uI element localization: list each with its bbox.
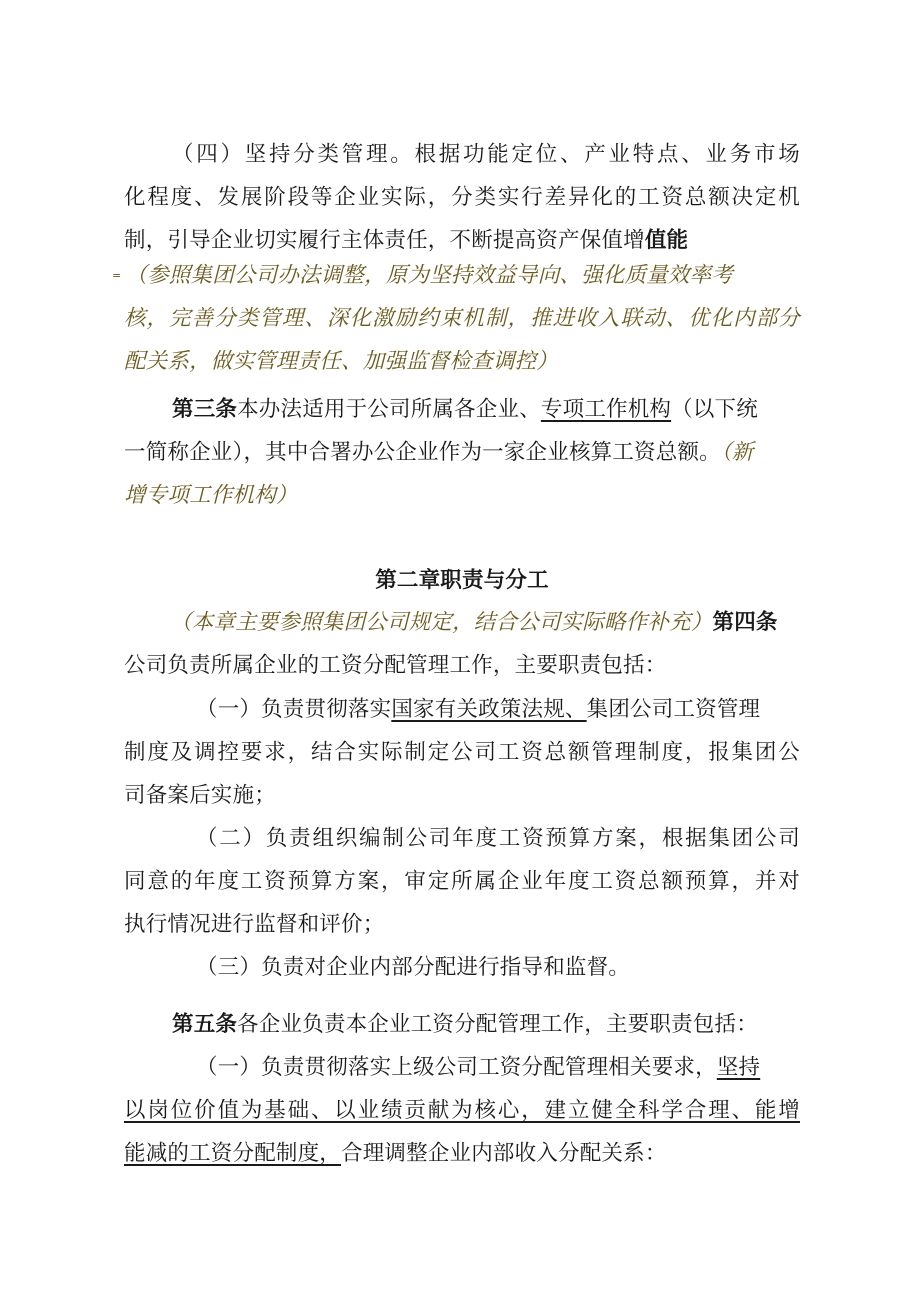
article4-item2-line2: 同意的年度工资预算方案，审定所属企业年度工资总额预算，并对 — [124, 869, 800, 894]
article3-label: 第三条 — [172, 397, 238, 422]
para4-line3 — [124, 226, 800, 256]
article3-line2 — [124, 438, 800, 468]
chapter2-note: （本章主要参照集团公司规定，结合公司实际略作补充） — [170, 610, 713, 635]
para4-note-line1 — [112, 261, 800, 291]
article3-line2-text: 一简称企业），其中合署办公企业作为一家企业核算工资总额。 — [124, 440, 721, 465]
para4-note1: （参照集团公司办法调整，原为坚持效益导向、强化质量效率考 — [125, 263, 734, 288]
article5-item1-b: 合理调整企业内部收入分配关系： — [341, 1141, 667, 1166]
article3-underlined: 专项工作机构 — [540, 397, 672, 422]
article4-label: 第四条 — [712, 610, 778, 635]
article3-note-line2: 增专项工作机构） — [124, 483, 298, 508]
para4-line3-text: 制，引导企业切实履行主体责任，不断提高资产保值增 — [124, 228, 645, 253]
article4-item1-b: 集团公司工资管理 — [586, 697, 761, 722]
chapter2-note-line — [170, 608, 800, 638]
article4-item1-a: （一）负责贯彻落实 — [196, 697, 392, 722]
chapter2-title: 第二章职责与分工 — [375, 568, 549, 593]
revision-mark: = — [112, 269, 122, 282]
article3-note-a: （新 — [720, 440, 754, 465]
para4-note-line2: 核，完善分类管理、深化激励约束机制，推进收入联动、优化内部分 — [124, 306, 800, 331]
article4-item1-line3: 司备案后实施； — [124, 783, 276, 808]
article5-item1-line1 — [196, 1053, 800, 1083]
para4-note-line3: 配关系，做实管理责任、加强监督检查调控） — [124, 349, 559, 374]
article5-line1 — [172, 1010, 800, 1040]
para4-line2: 化程度、发展阶段等企业实际，分类实行差异化的工资总额决定机 — [124, 185, 800, 210]
article5-item1-line3 — [124, 1139, 800, 1169]
article4-intro: 公司负责所属企业的工资分配管理工作，主要职责包括： — [124, 653, 667, 678]
article4-item1-line1 — [196, 695, 800, 725]
article5-intro: 各企业负责本企业工资分配管理工作，主要职责包括： — [237, 1012, 758, 1037]
article5-label: 第五条 — [172, 1012, 238, 1037]
article3-text-b: （以下统 — [671, 397, 758, 422]
article5-item1-underlined1: 坚持 — [716, 1055, 761, 1080]
para4-line3-bold: 值能 — [644, 228, 689, 253]
article5-item1-underlined3: 能减的工资分配制度， — [124, 1141, 342, 1166]
article5-item1-line2: 以岗位价值为基础、以业绩贡献为核心，建立健全科学合理、能增 — [124, 1098, 800, 1123]
para4-line1: （四）坚持分类管理。根据功能定位、产业特点、业务市场 — [172, 142, 800, 167]
article4-item3: （三）负责对企业内部分配进行指导和监督。 — [196, 955, 631, 980]
article4-item1-underlined: 国家有关政策法规、 — [391, 697, 587, 722]
article4-item2-line3: 执行情况进行监督和评价； — [124, 912, 385, 937]
article3-text-a: 本办法适用于公司所属各企业、 — [237, 397, 541, 422]
article4-item1-line2: 制度及调控要求，结合实际制定公司工资总额管理制度，报集团公 — [124, 740, 800, 765]
article5-item1-a: （一）负责贯彻落实上级公司工资分配管理相关要求， — [196, 1055, 717, 1080]
article4-item2-line1: （二）负责组织编制公司年度工资预算方案，根据集团公司 — [196, 826, 800, 851]
article3-line1 — [172, 395, 800, 425]
